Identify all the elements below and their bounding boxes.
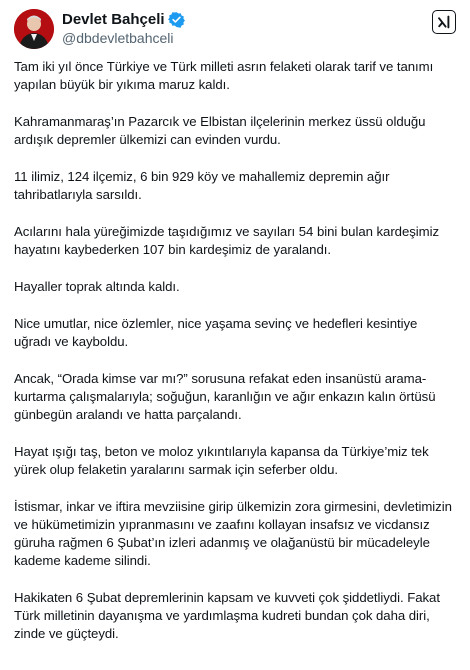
post-paragraph: Kahramanmaraş’ın Pazarcık ve Elbistan ilçelerinin merkez üssü olduğu ardışık depremler ülkemizi can evinden vurdu. [14, 114, 426, 147]
post-header [14, 9, 456, 49]
post-paragraph: Hayaller toprak altında kaldı. [14, 279, 180, 294]
post-paragraph: Nice umutlar, nice özlemler, nice yaşama sevinç ve hedefleri kesintiye uğradı ve kayboldu. [14, 316, 418, 349]
name-row [62, 10, 185, 29]
post-text [14, 58, 456, 643]
post-paragraph: Tam iki yıl önce Türkiye ve Türk milleti asrın felaketi olarak tarif ve tanımı yapılan büyük bir yıkıma maruz kaldı. [14, 59, 434, 92]
profile-photo-icon [14, 9, 54, 49]
display-name[interactable]: Devlet Bahçeli [62, 11, 165, 28]
post-paragraph: Acılarını hala yüreğimizde taşıdığımız ve sayıları 54 bini bulan kardeşimiz hayatını kaybederken 107 bin kardeşimiz de yaralandı. [14, 224, 440, 257]
verified-badge-icon [168, 11, 185, 28]
post-paragraph: Ancak, “Orada kimse var mı?” sorusuna refakat eden insanüstü arama-kurtarma çalışmalarıyla; soğuğun, karanlığın ve ağır enkazın kalın örtüsü günbegün aralandı ve hatta parçalandı. [14, 371, 436, 422]
author-names [62, 10, 185, 46]
post-paragraph: İstismar, inkar ve iftira mevziisine girip ülkemizin zora girmesini, devletimizin ve hükümetimizin yıpranmasını ve zaafını kollayan insafsız ve vicdansız güruha rağmen 6 Şubat’ın izleri adanmış ve olağanüstü bir mücadeleyle kademe kademe silindi. [14, 499, 452, 568]
avatar[interactable] [14, 9, 54, 49]
post-paragraph: Hakikaten 6 Şubat depremlerinin kapsam ve kuvveti çok şiddetliydi. Fakat Türk milletinin dayanışma ve yardımlaşma kudreti bundan çok daha diri, zinde ve güçteydi. [14, 590, 440, 641]
post-paragraph: 11 ilimiz, 124 ilçemiz, 6 bin 929 köy ve mahallemiz depremin ağır tahribatlarıyla sarsıldı. [14, 169, 390, 202]
grok-icon [437, 15, 451, 29]
post-paragraph: Hayat ışığı taş, beton ve moloz yıkıntılarıyla kapansa da Türkiye’miz tek yürek olup felaketin yaralarını sarmak için seferber oldu. [14, 444, 429, 477]
author-handle[interactable]: @dbdevletbahceli [62, 30, 174, 46]
grok-button[interactable] [432, 10, 456, 34]
